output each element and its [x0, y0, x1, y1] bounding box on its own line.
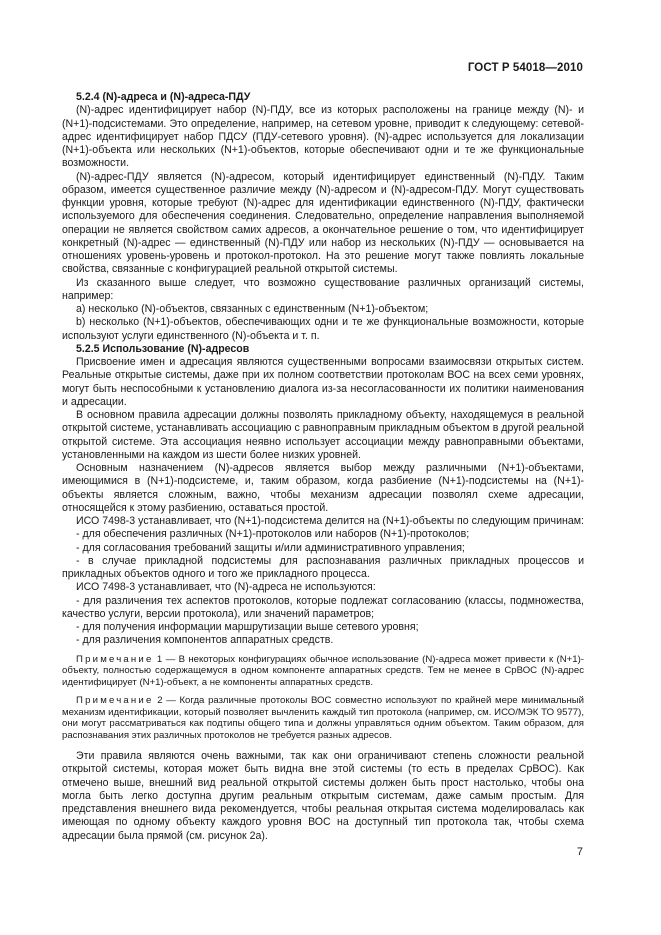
list-item: - для получения информации маршрутизации выше сетевого уровня;	[76, 621, 419, 633]
body-paragraph: В основном правила адресации должны позволять прикладному объекту, находящемуся в реальной открытой системе, устанавливать ассоциацию с равноправным прикладным объектом в другой реальной открытой системе. Эта ассоциация неявно использует ассоциации между равноправными объектами, установленными на каждом из шести более низких уровней.	[62, 409, 584, 461]
list-item: - в случае прикладной подсистемы для распознавания различных прикладных процессов и прикладных объектов одного и того же прикладного процесса.	[62, 554, 584, 580]
body-paragraph: (N)-адрес идентифицирует набор (N)-ПДУ, все из которых расположены на границе между (N)- и (N+1)-подсистемами. Это определение, например, на сетевом уровне, приводит к следующему: сетевой-адрес идентифицирует набор ПДСУ (ПДУ-сетевого уровня). (N)-адрес используется для локализации (N+1)-объекта или нескольких (N+1)-объектов, которые обеспечивают одни и те же функциональные возможности.	[62, 104, 584, 170]
document-body	[62, 91, 584, 843]
body-paragraph: (N)-адрес-ПДУ является (N)-адресом, который идентифицирует единственный (N)-ПДУ. Таким образом, имеется существенное различие между (N)-адресом и (N)-адресом-ПДУ. Могут существовать функции уровня, которые требуют (N)-адрес для идентификации единственного (N)-ПДУ, фактически используемого для обеспечения соединения. Следовательно, определение направления выполняемой операции не является свойством самих адресов, а окончательное решение о том, что идентифицирует конкретный (N)-адрес — единственный (N)-ПДУ или набор из нескольких (N)-ПДУ — основывается на отношениях уровень-уровень и протокол-протокол. На это решение могут также повлиять локальные свойства, связанные с конфигурацией реальной открытой системы.	[62, 170, 584, 276]
body-paragraph: Основным назначением (N)-адресов является выбор между различными (N+1)-объектами, имеющимися в (N+1)-подсистеме, и, таким образом, когда разбиение (N+1)-подсистемы на (N+1)-объекты является сложным, важно, чтобы механизм адресации позволял схеме адресации, относящейся к этому разбиению, оставаться простой.	[62, 462, 584, 514]
document-header: ГОСТ Р 54018—2010	[467, 62, 583, 74]
note-label: Примечание	[76, 694, 154, 706]
body-paragraph: ИСО 7498-3 устанавливает, что (N+1)-подсистема делится на (N+1)-объекты по следующим причинам:	[76, 515, 584, 527]
body-paragraph: Из сказанного выше следует, что возможно существование различных организаций системы, например:	[62, 276, 584, 302]
page-number: 7	[576, 846, 583, 858]
list-item: - для различения компонентов аппаратных средств.	[76, 634, 334, 647]
section-heading: 5.2.4 (N)-адреса и (N)-адреса-ПДУ	[76, 91, 251, 103]
note-paragraph	[62, 695, 584, 742]
section-heading: 5.2.5 Использование (N)-адресов	[76, 342, 250, 355]
note-paragraph	[62, 654, 584, 689]
body-paragraph: Присвоение имен и адресация являются существенными вопросами взаимосвязи открытых систем. Реальные открытые системы, даже при их полном соответствии протоколам ВОС на всех семи уровнях, могут быть неспособными к установлению диалога из-за несогласованности их политики наименования и адресации.	[62, 356, 584, 408]
body-paragraph: ИСО 7498-3 устанавливает, что (N)-адреса не используются:	[76, 581, 376, 594]
list-item: - для различения тех аспектов протоколов, которые подлежат согласованию (классы, подмножества, качество услуги, версии протокола), или значений параметров;	[62, 594, 584, 620]
list-item: - для обеспечения различных (N+1)-протоколов или наборов (N+1)-протоколов;	[76, 528, 470, 541]
list-item: b) несколько (N+1)-объектов, обеспечивающих одни и те же функциональные возможности, которые используют услуги единственного (N)-объекта и т. п.	[62, 316, 584, 342]
body-paragraph: Эти правила являются очень важными, так как они ограничивают степень сложности реальной открытой системы, которая может быть видна вне этой системы (то есть в пределах СрВОС). Как отмечено выше, внешний вид реальной открытой системы должен быть прост настолько, чтобы она могла быть легко доступна другим реальным открытым системам, даже самым простым. Для представления внешнего вида рекомендуется, чтобы реальная открытая система моделировалась как имеющая по одному объекту каждого уровня ВОС на доступный тип протокола так, чтобы схема адресации была прямой (см. рисунок 2а).	[62, 750, 584, 842]
note-text: 2 — Когда различные протоколы ВОС совместно используют по крайней мере минимальный механизм идентификации, который позволяет вычленить каждый тип протокола (например, см. ИСО/МЭК ТО 9577), они могут рассматриваться как подтипы общего типа и должны управляться одним объектом. Таким образом, для распознавания этих различных протоколов не требуется разных адресов.	[62, 694, 584, 742]
list-item: а) несколько (N)-объектов, связанных с единственным (N+1)-объектом;	[76, 303, 429, 315]
note-label: Примечание	[76, 653, 154, 665]
list-item: - для согласования требований защиты и/или административного управления;	[76, 541, 465, 554]
note-text: 1 — В некоторых конфигурациях обычное использование (N)-адреса может привести к (N+1)-объекту, полностью содержащемуся в одном компоненте аппаратных средств. Тем не менее в СрВОС (N)-адрес идентифицирует (N+1)-объект, а не компоненты аппаратных средств.	[62, 653, 584, 689]
